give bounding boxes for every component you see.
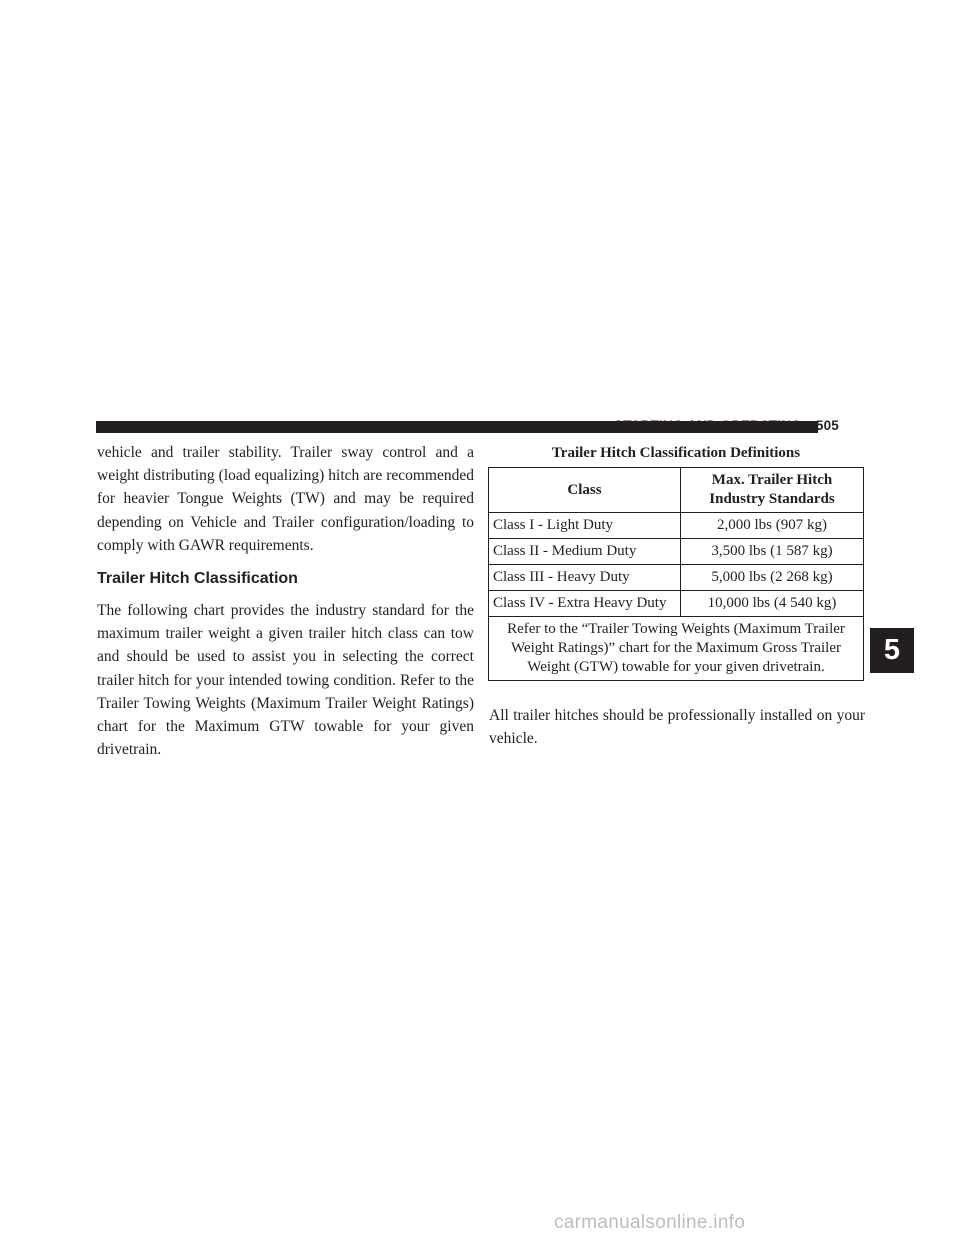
cell-class: Class IV - Extra Heavy Duty bbox=[489, 591, 681, 617]
hitch-table bbox=[488, 467, 864, 681]
section-heading: Trailer Hitch Classification bbox=[97, 570, 298, 588]
left-column bbox=[97, 441, 474, 761]
closing-paragraph: All trailer hitches should be professionally installed on your vehicle. bbox=[489, 707, 865, 748]
hitch-classification-table bbox=[488, 441, 864, 681]
column-header-class: Class bbox=[489, 468, 681, 513]
page-number: 505 bbox=[815, 418, 839, 433]
table-row bbox=[489, 539, 864, 565]
cell-max: 10,000 lbs (4 540 kg) bbox=[681, 591, 864, 617]
table-row bbox=[489, 565, 864, 591]
table-note-row bbox=[489, 617, 864, 681]
cell-class: Class III - Heavy Duty bbox=[489, 565, 681, 591]
cell-max: 3,500 lbs (1 587 kg) bbox=[681, 539, 864, 565]
section-title: STARTING AND OPERATING bbox=[613, 418, 802, 433]
table-title: Trailer Hitch Classification Definitions bbox=[551, 445, 801, 461]
table-row bbox=[489, 591, 864, 617]
cell-max: 2,000 lbs (907 kg) bbox=[681, 513, 864, 539]
chapter-tab: 5 bbox=[870, 628, 914, 673]
table-row bbox=[489, 513, 864, 539]
table-header-row bbox=[489, 468, 864, 513]
column-header-max: Max. Trailer Hitch Industry Standards bbox=[681, 468, 864, 513]
cell-class: Class I - Light Duty bbox=[489, 513, 681, 539]
cell-max: 5,000 lbs (2 268 kg) bbox=[681, 565, 864, 591]
body-paragraph: The following chart provides the industry standard for the maximum trailer weight a given trailer hitch class can tow and should be used to assist you in selecting the correct trailer hitch for your intended towing condition. Refer to the Trailer Towing Weights (Maximum Trailer Weight Ratings) chart for the Maximum GTW towable for your given drivetrain. bbox=[97, 602, 474, 759]
table-note: Refer to the “Trailer Towing Weights (Maximum Trailer Weight Ratings)” chart for the Maximum Gross Trailer Weight (GTW) towable for your given drivetrain. bbox=[489, 617, 864, 681]
intro-paragraph: vehicle and trailer stability. Trailer sway control and a weight distributing (load equalizing) hitch are recommended for heavier Tongue Weights (TW) and may be required depending on Vehicle and Trailer configuration/loading to comply with GAWR requirements. bbox=[97, 444, 474, 554]
watermark: carmanualsonline.info bbox=[554, 1212, 746, 1233]
cell-class: Class II - Medium Duty bbox=[489, 539, 681, 565]
